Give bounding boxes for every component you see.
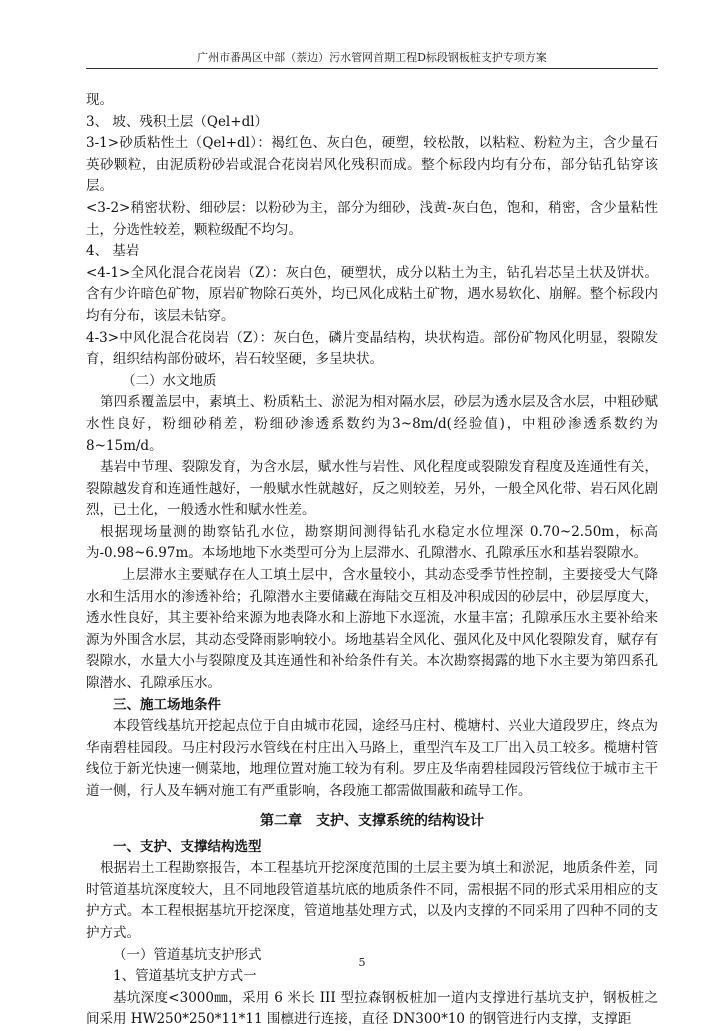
subsection-heading-hydrogeology: （二）水文地质 [122,372,217,389]
paragraph-water-level: 根据现场量测的勘察钻孔水位，勘察期间测得钻孔水稳定水位埋深 0.70~2.50m，标高为-0.98~6.97m。本场地地下水类型可分为上层滞水、孔隙潜水、孔隙承压水和基岩裂隙水。 [86,523,658,562]
paragraph-quaternary-layer: 第四系覆盖层中，素填土、粉质粘土、淤泥为相对隔水层，砂层为透水层及含水层，中粗砂赋水性良好，粉细砂稍差，粉细砂渗透系数约为3~8m/d(经验值)，中粗砂渗透系数约为8~15m/d。 [86,394,658,454]
page-number: 5 [358,956,366,969]
section-heading-structure-selection: 一、支护、支撑结构选型 [113,838,262,855]
paragraph-groundwater-types: 上层滞水主要赋存在人工填土层中，含水量较小，其动态受季节性控制，主要接受大气降水和生活用水的渗透补给；孔隙潜水主要储藏在海陆交互相及冲积成因的砂层中，砂层厚度大，透水性良好，其主要补给来源为地表降水和上游地下水逕流，水量丰富；孔隙承压水主要补给来源为外围含水层，其动态受降雨影响较小。场地基岩全风化、强风化及中风化裂隙发育，赋存有裂隙水，水量大小与裂隙度及其连通性和补给条件有关。本次勘察揭露的地下水主要为第四系孔隙潜水、孔隙承压水。 [86,567,658,692]
document-body [86,90,658,1031]
paragraph-support-method-one: 基坑深度<3000㎜，采用 6 米长 III 型拉森钢板桩加一道内支撑进行基坑支护，钢板桩之间采用 HW250*250*11*11 围檩进行连接，直径 DN300*10 的钢管进行内支撑，支撑距 [86,989,658,1028]
page-header: 广州市番禺区中部（萘边）污水管网首期工程D标段钢板桩支护专项方案 [197,51,547,64]
section-heading-bedrock: 4、 基岩 [86,243,140,260]
subsection-heading-support-method-one: 1、管道基坑支护方式一 [113,968,257,985]
paragraph-bedrock-fissures: 基岩中节理、裂隙发育，为含水层，赋水性与岩性、风化程度或裂隙发育程度及连通性有关，裂隙越发育和连通性越好，一般赋水性就越好，反之则较差，另外，一般全风化带、岩石风化剧烈，已土化，一般透水性和赋水性差。 [86,459,658,519]
paragraph-moderately-weathered-granite: 4-3>中风化混合花岗岩（Z）：灰白色，磷片变晶结构，块状构造。部份矿物风化明显，裂隙发育，组织结构部份破坏，岩石较坚硬，多呈块状。 [86,329,658,368]
paragraph-sandy-clay: 3-1>砂质粘性土（Qel+dl）：褐红色、灰白色，硬塑，较松散，以粘粒、粉粒为主，含少量石英砂颗粒，由泥质粉砂岩或混合花岗岩风化残积而成。整个标段内均有分布，部分钻孔钻穿该层。 [86,135,658,195]
header-divider [86,68,658,69]
paragraph-fully-weathered-granite: <4-1>全风化混合花岗岩（Z）：灰白色，硬塑状，成分以粘土为主，钻孔岩芯呈土状及饼状。含有少许暗色矿物，原岩矿物除石英外，均已风化成粘土矿物，遇水易软化、崩解。整个标段内均有分布，该层未钻穿。 [86,264,658,324]
paragraph-continuation: 现。 [86,92,113,108]
paragraph-site-conditions: 本段管线基坑开挖起点位于自由城市花园，途经马庄村、榄塘村、兴业大道段罗庄，终点为华南碧桂园段。马庄村段污水管线在村庄出入马路上，重型汽车及工厂出入员工较多。榄塘村管线位于新光快速一侧菜地，地理位置对施工较为有利。罗庄及华南碧桂园段污管线位于城市主干道一侧，行人及车辆对施工有严重影响，各段施工都需做围蔽和疏导工作。 [86,718,658,799]
subsection-heading-support-forms: （一）管道基坑支护形式 [113,946,262,963]
chapter-title: 第二章 支护、支撑系统的结构设计 [260,812,484,829]
section-heading-slope-residual-soil: 3、 坡、残积土层（Qel+dl） [86,113,269,130]
section-heading-site-conditions: 三、施工场地条件 [113,696,221,713]
paragraph-structure-selection: 根据岩土工程勘察报告，本工程基坑开挖深度范围的土层主要为填土和淤泥，地质条件差，同时管道基坑深度较大，且不同地段管道基坑底的地质条件不同，需根据不同的形式采用相应的支护方式。本工程根据基坑开挖深度，管道地基处理方式，以及内支撑的不同采用了四种不同的支护方式。 [86,860,658,941]
paragraph-fine-sand: <3-2>稍密状粉、细砂层：以粉砂为主，部分为细砂，浅黄-灰白色，饱和，稍密，含少量粘性土，分选性较差，颗粒级配不均匀。 [86,199,658,238]
